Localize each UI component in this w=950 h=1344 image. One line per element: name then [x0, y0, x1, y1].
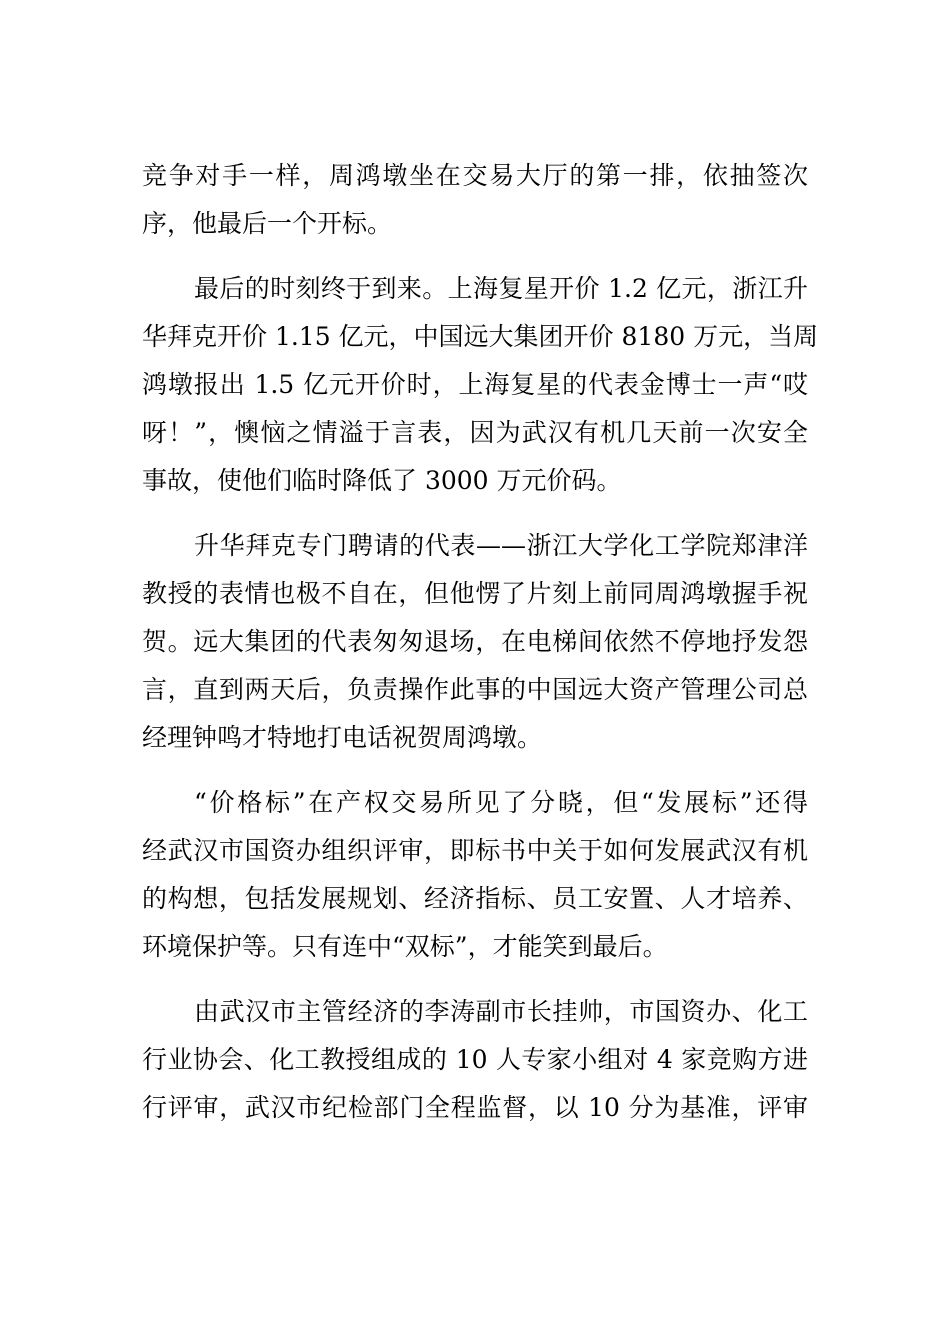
paragraph-line: “价格标”在产权交易所见了分晓，但“发展标”还得: [194, 788, 808, 817]
paragraph-line: 环境保护等。只有连中“双标”，才能笑到最后。: [142, 932, 668, 961]
paragraph-gap: [142, 248, 808, 265]
paragraph-5: [142, 988, 808, 1132]
paragraph-line: 升华拜克专门聘请的代表——浙江大学化工学院郑津洋: [194, 531, 808, 560]
paragraph-line: 呀！”，懊恼之情溢于言表，因为武汉有机几天前一次安全: [142, 418, 808, 447]
paragraph-line: 教授的表情也极不自在，但他愣了片刻上前同周鸿墩握手祝: [142, 579, 808, 608]
paragraph-4: [142, 779, 808, 971]
paragraph-line: 的构想，包括发展规划、经济指标、员工安置、人才培养、: [142, 884, 808, 913]
document-body: [142, 152, 819, 1132]
paragraph-line: 行评审，武汉市纪检部门全程监督，以 10 分为基准，评审: [142, 1093, 808, 1122]
paragraph-1: [142, 152, 808, 248]
paragraph-line: 鸿墩报出 1.5 亿元开价时，上海复星的代表金博士一声“哎: [142, 370, 808, 399]
paragraph-gap: [142, 505, 808, 522]
paragraph-gap: [142, 971, 808, 988]
paragraph-2: [142, 265, 819, 505]
paragraph-line: 事故，使他们临时降低了 3000 万元价码。: [142, 466, 622, 495]
paragraph-line: 言，直到两天后，负责操作此事的中国远大资产管理公司总: [142, 675, 808, 704]
paragraph-line: 竞争对手一样，周鸿墩坐在交易大厅的第一排，依抽签次: [142, 161, 808, 190]
paragraph-3: [142, 522, 808, 762]
paragraph-line: 序，他最后一个开标。: [142, 209, 393, 238]
paragraph-line: 贺。远大集团的代表匆匆退场，在电梯间依然不停地抒发怨: [142, 627, 808, 656]
paragraph-line: 由武汉市主管经济的李涛副市长挂帅，市国资办、化工: [194, 997, 808, 1026]
paragraph-gap: [142, 762, 808, 779]
paragraph-line: 最后的时刻终于到来。上海复星开价 1.2 亿元，浙江升: [194, 274, 808, 303]
paragraph-line: 华拜克开价 1.15 亿元，中国远大集团开价 8180 万元，当周: [142, 322, 819, 351]
paragraph-line: 行业协会、化工教授组成的 10 人专家小组对 4 家竞购方进: [142, 1045, 808, 1074]
paragraph-line: 经武汉市国资办组织评审，即标书中关于如何发展武汉有机: [142, 836, 808, 865]
paragraph-line: 经理钟鸣才特地打电话祝贺周鸿墩。: [142, 723, 543, 752]
